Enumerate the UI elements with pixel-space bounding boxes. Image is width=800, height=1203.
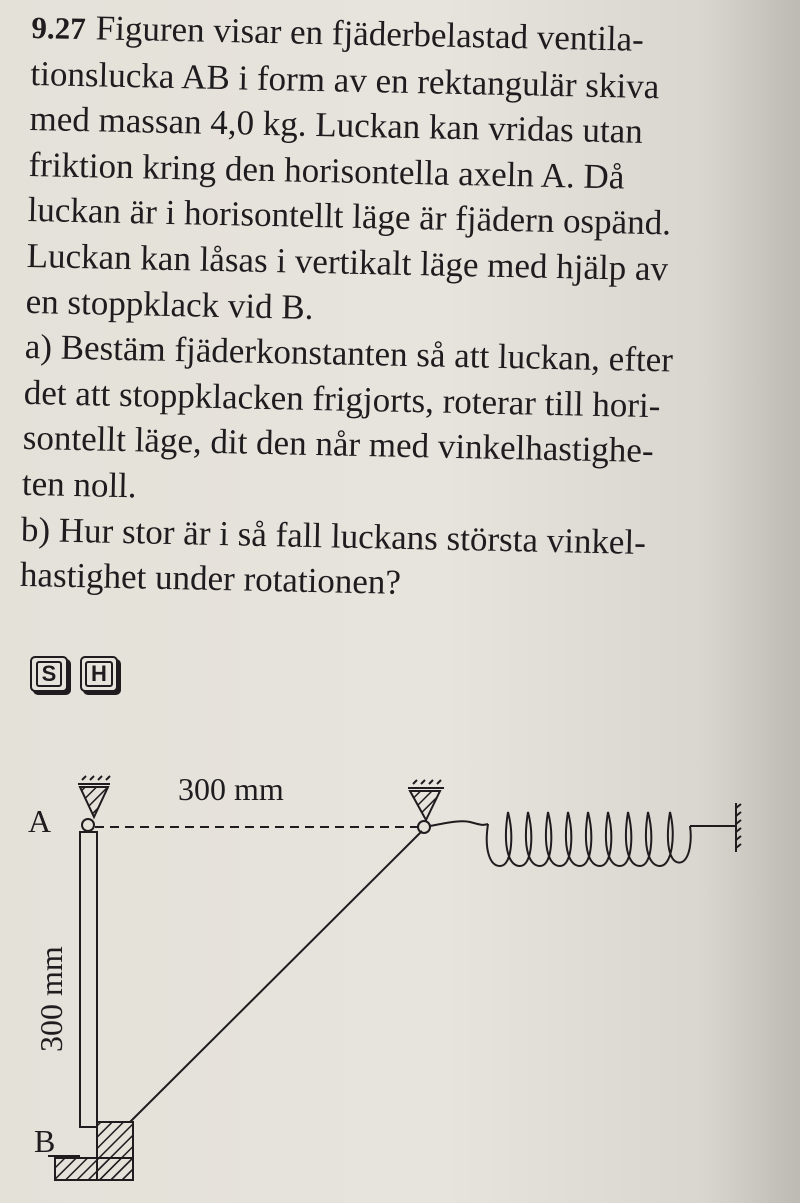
problem-line-7: en stoppklack vid B.: [25, 281, 314, 327]
hatch-plate-ab: [80, 832, 97, 1127]
part-a-line-1: a) Bestäm fjäderkonstanten så att luckan, efter: [24, 327, 674, 380]
horizontal-dimension: 300 mm: [178, 771, 284, 807]
spring: [430, 812, 712, 866]
problem-line-3: med massan 4,0 kg. Luckan kan vridas utan: [29, 99, 644, 152]
problem-line-1: 9.27 Figuren visar en fjäderbelastad ventila-: [31, 8, 645, 59]
problem-line-5: luckan är i horisontellt läge är fjädern ospänd.: [27, 190, 672, 243]
h-badge-icon: H: [80, 656, 118, 692]
problem-number: 9.27: [31, 9, 87, 47]
problem-line-4: friktion kring den horisontella axeln A. Då: [28, 144, 625, 197]
part-a-line-4: ten noll.: [21, 463, 138, 506]
part-a-line-2: det att stoppklacken frigjorts, roterar till hori-: [23, 372, 661, 425]
vertical-dimension: 300 mm: [33, 946, 69, 1052]
label-a: A: [28, 803, 52, 839]
hinge-support-a: [78, 776, 110, 831]
problem-line-2: tionslucka AB i form av en rektangulär skiva: [30, 53, 660, 106]
part-b-line-1: b) Hur stor är i så fall luckans största vinkel-: [20, 509, 647, 562]
cable: [130, 831, 422, 1122]
spring-wall-anchor: [712, 803, 741, 852]
part-a-line-3: sontellt läge, dit den når med vinkelhastighe-: [22, 418, 654, 471]
label-b: B: [34, 1123, 56, 1159]
part-b-line-2: hastighet under rotationen?: [19, 555, 402, 602]
s-badge-icon: S: [30, 656, 68, 692]
stop-block-b: [48, 1122, 133, 1180]
problem-line-6: Luckan kan låsas i vertikalt läge med hjälp av: [26, 235, 669, 289]
